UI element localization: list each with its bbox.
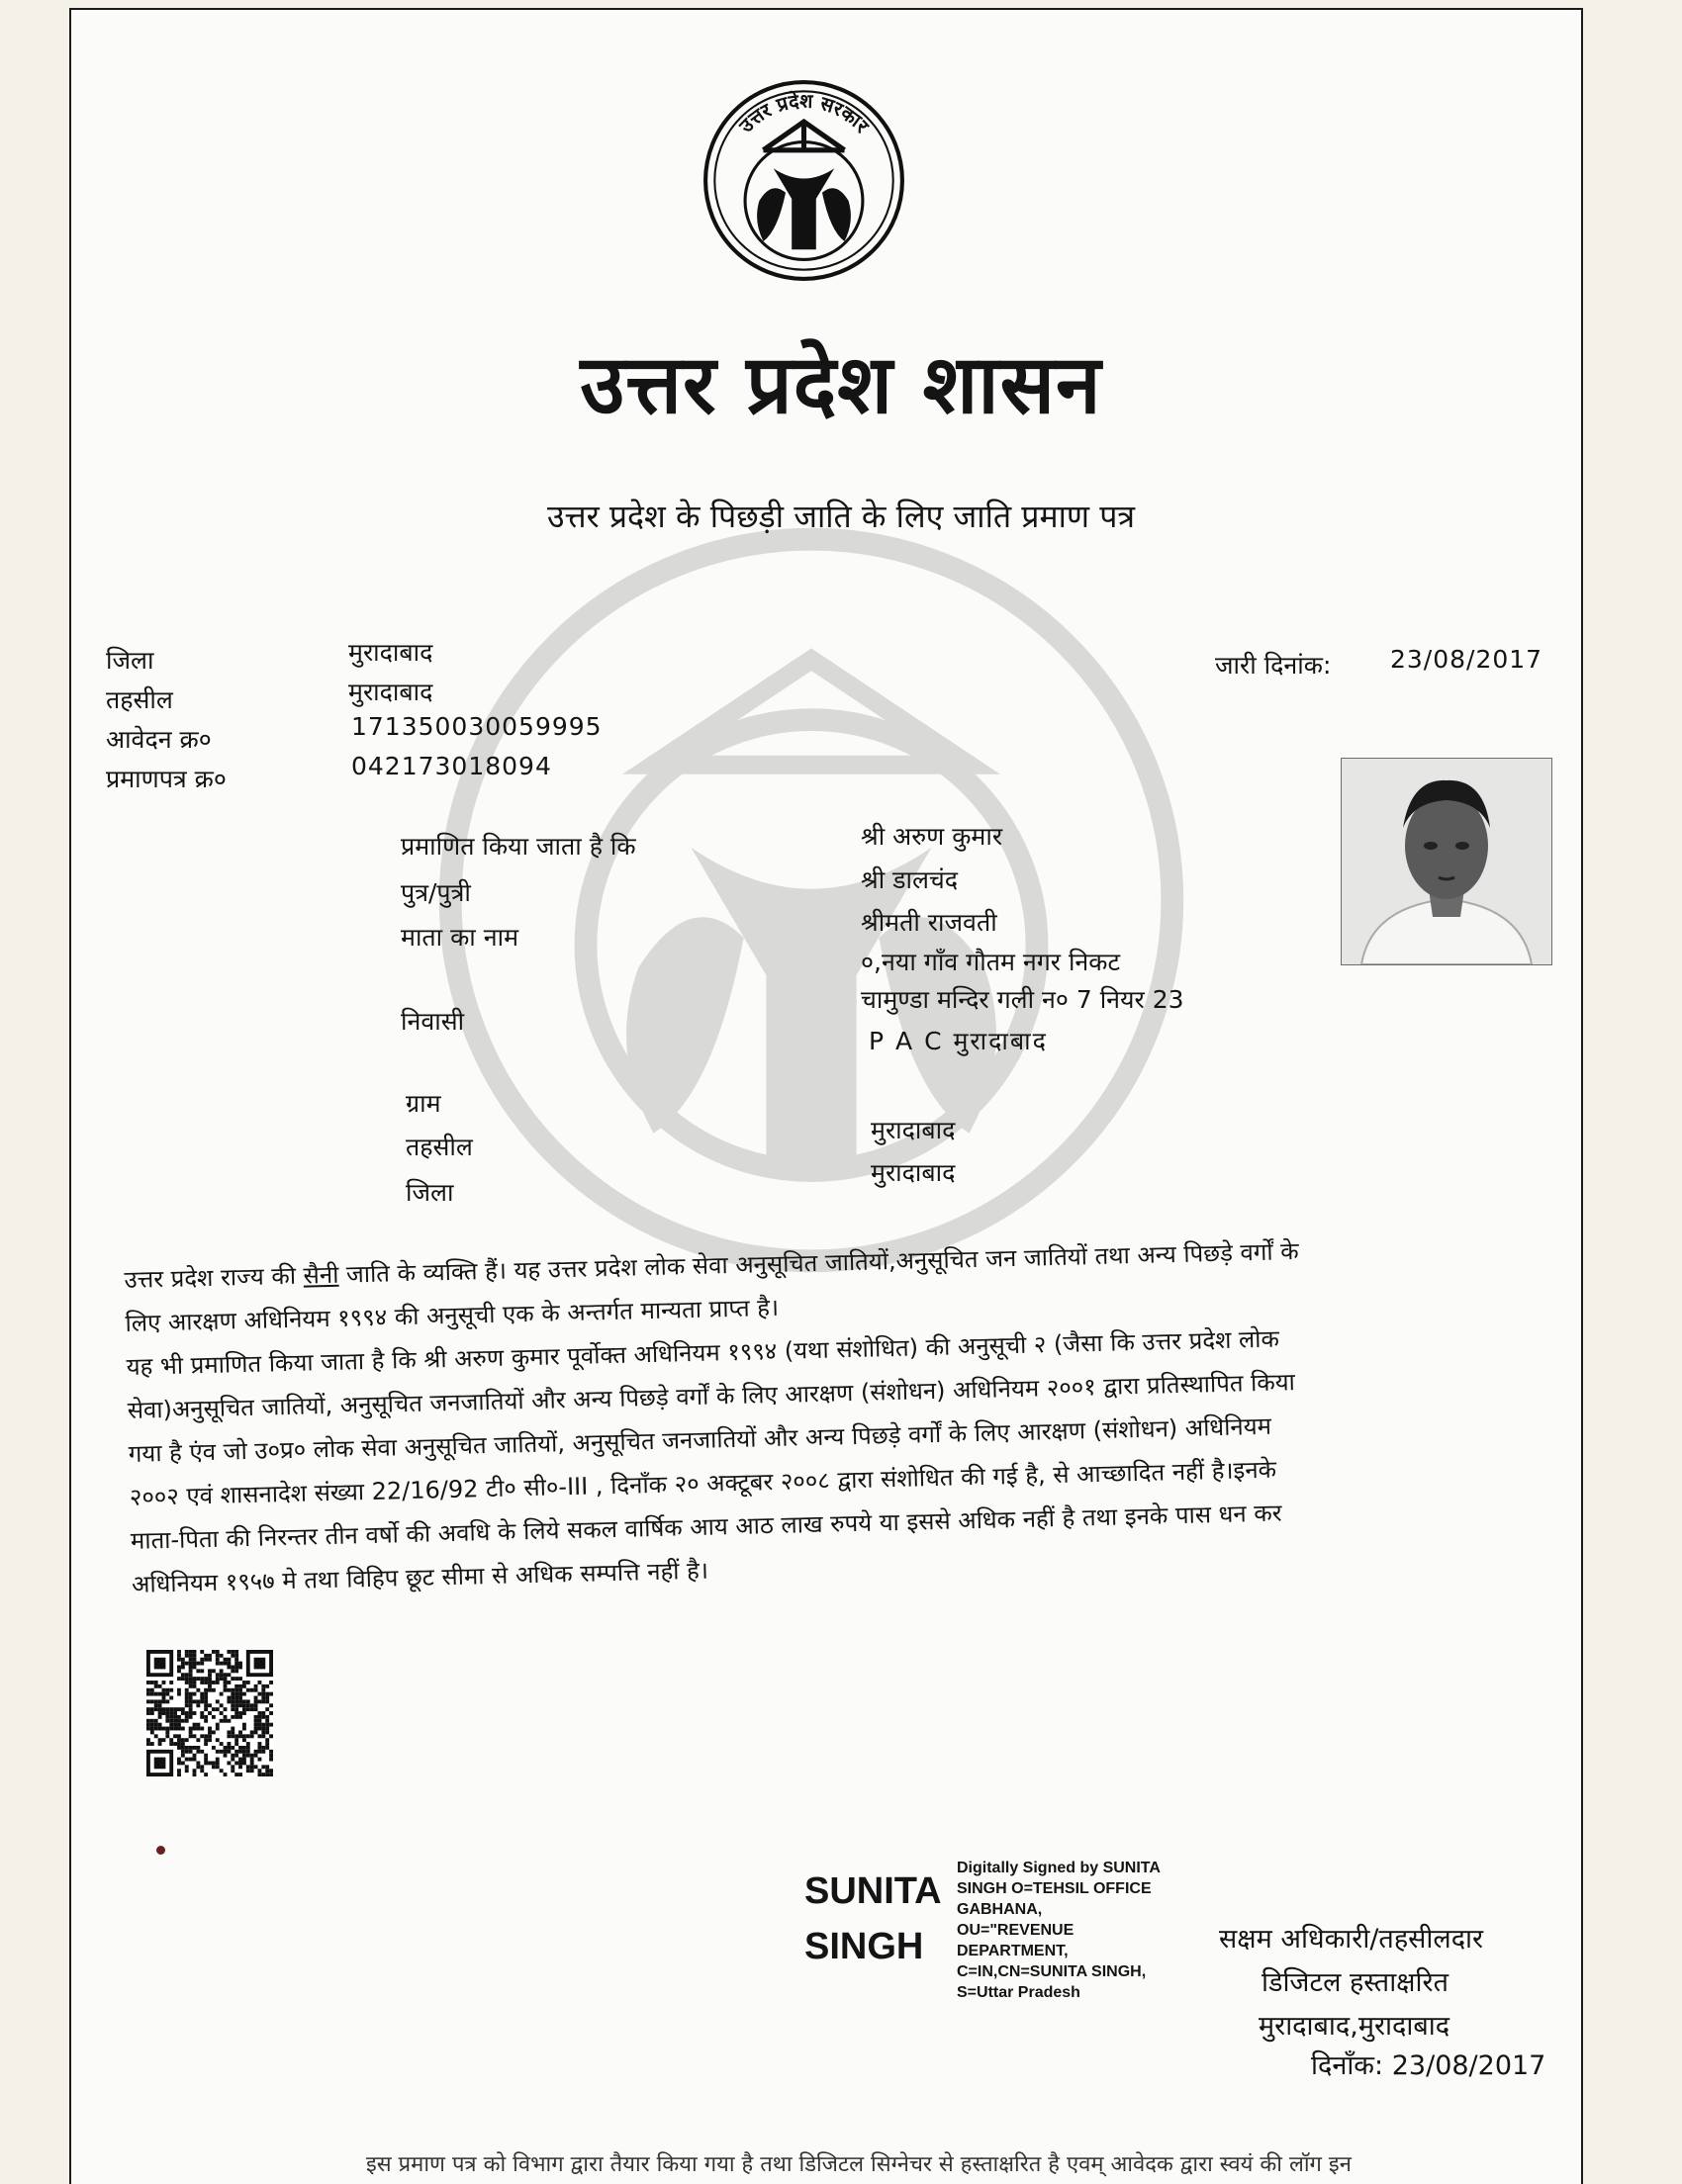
residence-label: निवासी (401, 1007, 465, 1036)
tehsil-value: मुरादाबाद (348, 678, 433, 706)
village-label: ग्राम (406, 1089, 441, 1118)
footer-note: इस प्रमाण पत्र को विभाग द्वारा तैयार किया गया है तथा डिजिटल सिग्नेचर से हस्ताक्षरित है एवम् आवेदक द्वारा स्वयं की लॉग इन (366, 2152, 1352, 2177)
page-title: उत्तर प्रदेश शासन (580, 338, 1102, 432)
up-state-emblem (702, 79, 905, 282)
district-label: जिला (106, 646, 154, 675)
officer-title: सक्षम अधिकारी/तहसीलदार (1219, 1924, 1484, 1955)
digitally-signed-label: डिजिटल हस्ताक्षरित (1262, 1967, 1448, 1998)
body-line-2: लिए आरक्षण अधिनियम १९९४ की अनुसूची एक के अन्तर्गत मान्यता प्राप्त है। (125, 1293, 780, 1337)
district-value: मुरादाबाद (348, 638, 433, 667)
body-line-6: २००२ एवं शासनादेश संख्या 22/16/92 टी० सी०-III , दिनाँक २० अक्टूबर २००८ द्वारा संशोधित की गई है, से आच्छादित नहीं है।इनके (129, 1455, 1277, 1511)
tehsil-label-2: तहसील (406, 1133, 473, 1161)
qr-code (146, 1650, 273, 1776)
certificate-number-label: प्रमाणपत्र क्र० (106, 765, 227, 793)
holder-name: श्री अरुण कुमार (861, 822, 1003, 851)
body-line-8: अधिनियम १९५७ मे तथा विहिप छूट सीमा से अधिक सम्पत्ति नहीं है। (131, 1556, 709, 1598)
ink-dot (156, 1846, 165, 1855)
address-line-3: P A C मुरादाबाद (869, 1027, 1048, 1055)
body-line-7: माता-पिता की निरन्तर तीन वर्षो की अवधि के लिये सकल वार्षिक आय आठ लाख रुपये या इससे अधिक नहीं है तथा इनके पास धन कर (130, 1499, 1282, 1555)
emblem-watermark (425, 524, 1197, 1276)
caste-name: सैनी (303, 1260, 339, 1290)
certificate-body (124, 1223, 1576, 1606)
address-line-1: ०,नया गाँव गौतम नगर निकट (861, 948, 1121, 976)
signer-name: SUNITA SINGH (804, 1870, 942, 1967)
body-line-5: गया है एंव जो उ०प्र० लोक सेवा अनुसूचित जातियों, अनुसूचित जनजातियों और अन्य पिछड़े वर्गों के लिए आरक्षण (संशोधन) अधिनियम (128, 1411, 1272, 1468)
certify-label: प्रमाणित किया जाता है कि (401, 832, 636, 861)
tehsil-label: तहसील (106, 685, 173, 714)
application-label: आवेदन क्र० (106, 725, 212, 754)
tehsil-value-2: मुरादाबाद (871, 1116, 956, 1144)
issue-date-label: जारी दिनांक: (1215, 651, 1332, 680)
applicant-photo (1341, 758, 1552, 965)
relation-label: पुत्र/पुत्री (401, 878, 471, 907)
mother-name: श्रीमती राजवती (861, 908, 997, 937)
mother-label: माता का नाम (401, 923, 519, 952)
office-place: मुरादाबाद,मुरादाबाद (1259, 2011, 1450, 2042)
svg-text:उत्तर प्रदेश सरकार: उत्तर प्रदेश सरकार (734, 89, 874, 137)
address-line-2: चामुण्डा मन्दिर गली न० 7 नियर 23 (861, 985, 1184, 1014)
district-label-2: जिला (406, 1178, 454, 1207)
body-line-1: उत्तर प्रदेश राज्य की सैनी जाति के व्यक्ति हैं। यह उत्तर प्रदेश लोक सेवा अनुसूचित जातियों,अनुसूचित जन जातियों तथा अन्य पिछड़े वर्गों के (124, 1236, 1299, 1294)
digital-signature-details: Digitally Signed by SUNITA SINGH O=TEHSIL OFFICE GABHANA, OU="REVENUE DEPARTMENT, C=IN,CN=SUNITA SINGH, S=Uttar Pradesh (957, 1860, 1161, 2001)
body-line-4: सेवा)अनुसूचित जातियों, अनुसूचित जनजातियों और अन्य पिछड़े वर्गों के लिए आरक्षण (संशोधन) अधिनियम २००१ द्वारा प्रतिस्थापित किया (127, 1368, 1296, 1424)
certificate-subtitle: उत्तर प्रदेश के पिछड़ी जाति के लिए जाति प्रमाण पत्र (546, 498, 1136, 535)
issue-date: 23/08/2017 (1390, 645, 1543, 674)
body-line-3: यह भी प्रमाणित किया जाता है कि श्री अरुण कुमार पूर्वोक्त अधिनियम १९९४ (यथा संशोधित) की अनुसूची २ (जैसा कि उत्तर प्रदेश लोक (126, 1324, 1280, 1381)
certificate-number: 042173018094 (351, 752, 552, 780)
district-value-2: मुरादाबाद (871, 1158, 956, 1187)
signature-date: दिनाँक: 23/08/2017 (1311, 2050, 1546, 2081)
application-number: 171350030059995 (351, 712, 603, 741)
father-name: श्री डालचंद (861, 865, 959, 894)
